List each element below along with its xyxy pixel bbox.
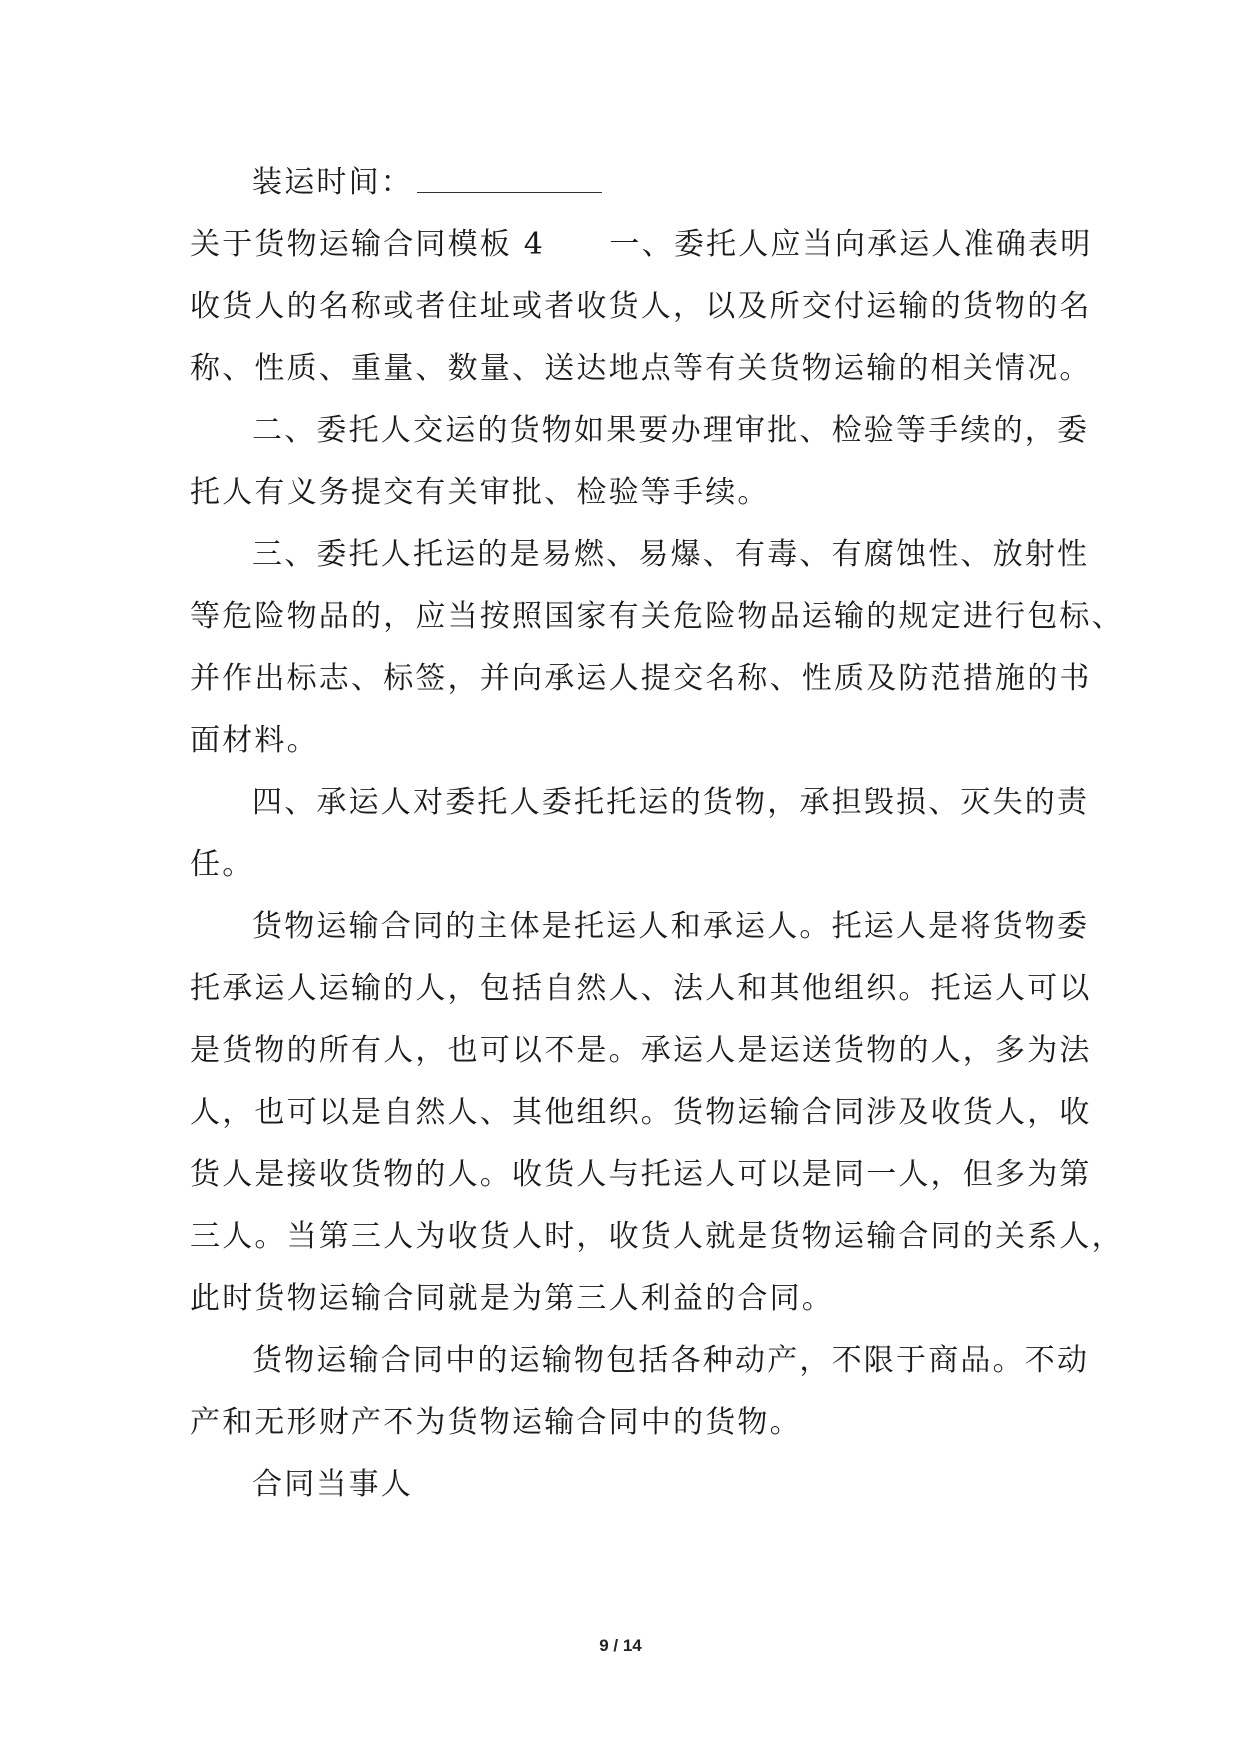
text-line: 三、委托人托运的是易燃、易爆、有毒、有腐蚀性、放射性: [252, 537, 1090, 572]
text-line: 货物运输合同的主体是托运人和承运人。托运人是将货物委: [252, 909, 1090, 944]
shipping-time-line: [190, 152, 1052, 214]
text-line: 合同当事人: [252, 1467, 413, 1502]
text-line: 四、承运人对委托人委托托运的货物，承担毁损、灭失的责: [252, 785, 1090, 820]
document-body: [190, 152, 1124, 1516]
text-line: 人，也可以是自然人、其他组织。货物运输合同涉及收货人，收: [190, 1095, 1092, 1130]
text-line: 货物运输合同中的运输物包括各种动产，不限于商品。不动: [252, 1343, 1090, 1378]
text-line: 托人有义务提交有关审批、检验等手续。: [190, 475, 770, 510]
text-line: 等危险物品的，应当按照国家有关危险物品运输的规定进行包标、: [190, 599, 1124, 634]
text-line: 产和无形财产不为货物运输合同中的货物。: [190, 1405, 802, 1440]
text-line: 货人是接收货物的人。收货人与托运人可以是同一人，但多为第: [190, 1157, 1092, 1192]
text-line: 托承运人运输的人，包括自然人、法人和其他组织。托运人可以: [190, 971, 1092, 1006]
text-line: 二、委托人交运的货物如果要办理审批、检验等手续的，委: [252, 413, 1090, 448]
shipping-time-label: 装运时间：: [252, 165, 413, 200]
text-line: 称、性质、重量、数量、送达地点等有关货物运输的相关情况。: [190, 351, 1092, 386]
text-line: 此时货物运输合同就是为第三人利益的合同。: [190, 1281, 834, 1316]
text-line: 收货人的名称或者住址或者收货人，以及所交付运输的货物的名: [190, 289, 1092, 324]
shipping-time-blank: [417, 152, 602, 193]
text-line: 是货物的所有人，也可以不是。承运人是运送货物的人，多为法: [190, 1033, 1092, 1068]
text-line: 并作出标志、标签，并向承运人提交名称、性质及防范措施的书: [190, 661, 1092, 696]
text-line: 面材料。: [190, 723, 319, 758]
text-line: 三人。当第三人为收货人时，收货人就是货物运输合同的关系人，: [190, 1219, 1124, 1254]
text-line: 关于货物运输合同模板 4 一、委托人应当向承运人准确表明: [190, 227, 1093, 262]
page-number: 9 / 14: [599, 1636, 642, 1655]
text-line: 任。: [190, 847, 255, 882]
